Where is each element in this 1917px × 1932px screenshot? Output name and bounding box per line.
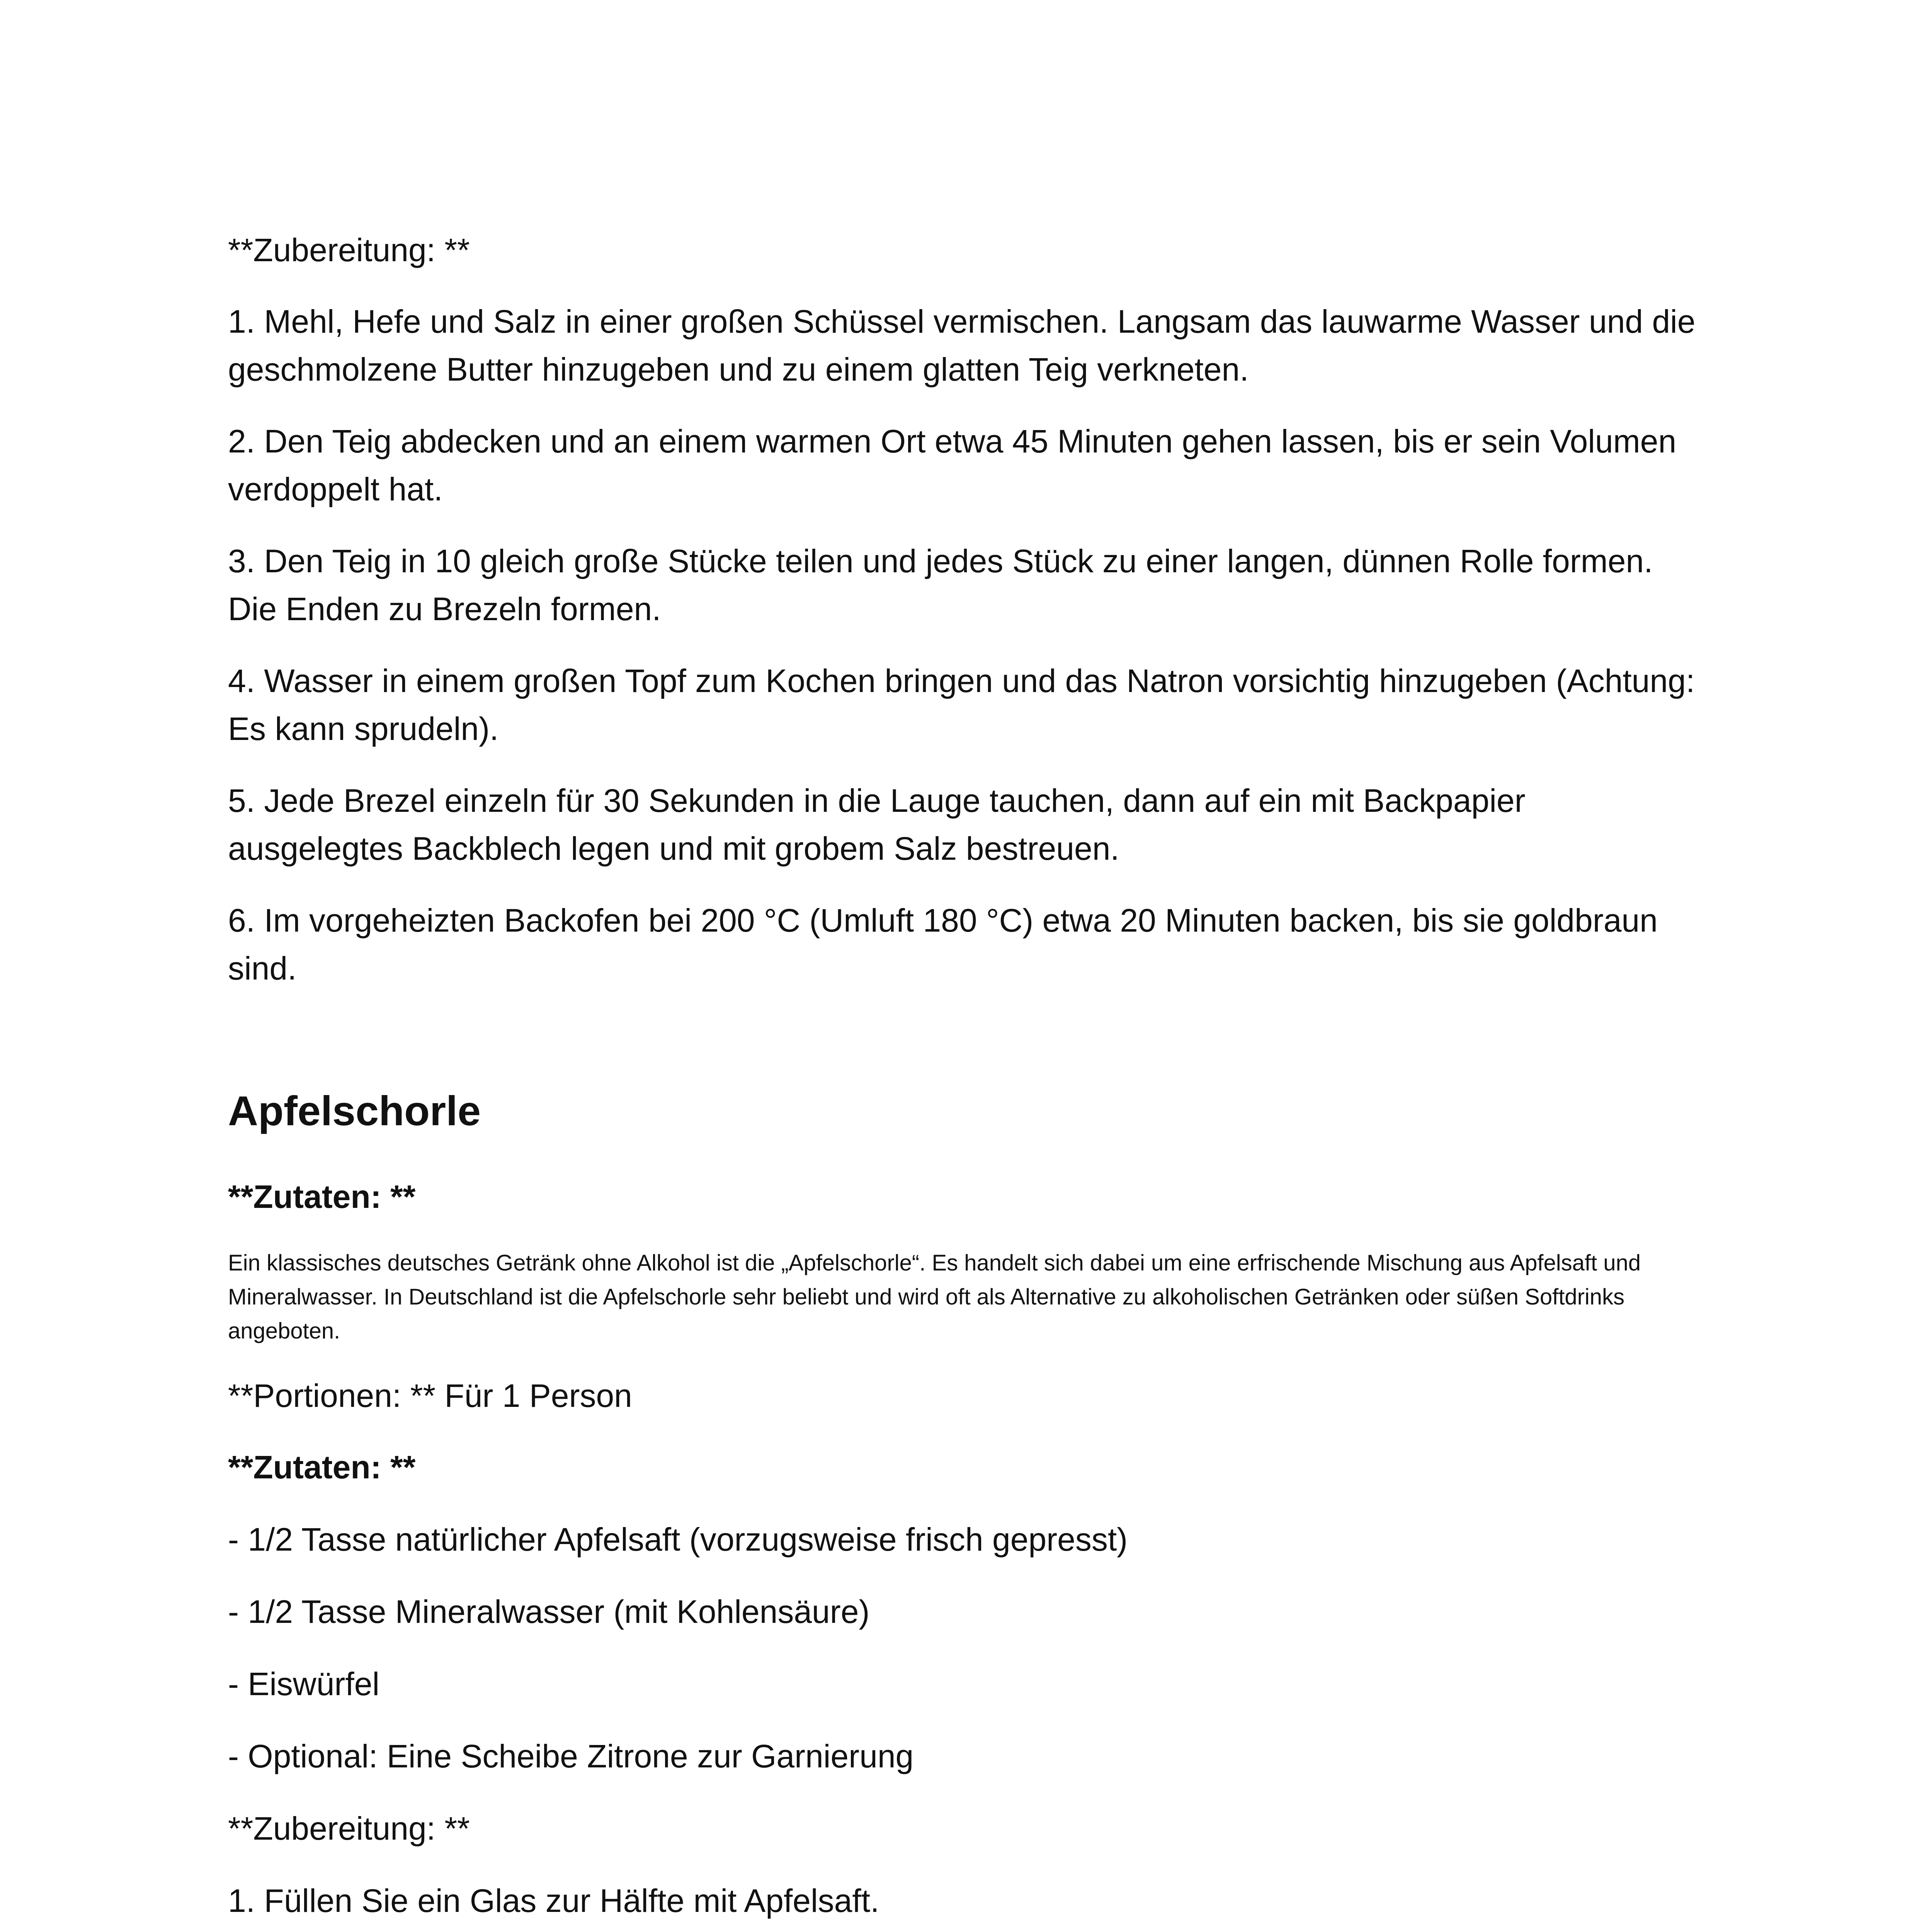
portionen-line: **Portionen: ** Für 1 Person <box>228 1378 632 1414</box>
prep-step-6: 6. Im vorgeheizten Backofen bei 200 °C (Umluft 180 °C) etwa 20 Minuten backen, bis sie goldbraun sind. <box>228 902 1658 986</box>
prep-step-2: 2. Den Teig abdecken und an einem warmen Ort etwa 45 Minuten gehen lassen, bis er sein Volumen verdoppelt hat. <box>228 423 1677 507</box>
ingredient-item: - Eiswürfel <box>228 1666 380 1702</box>
prep-step-3: 3. Den Teig in 10 gleich große Stücke teilen und jedes Stück zu einer langen, dünnen Rolle formen. Die Enden zu Brezeln formen. <box>228 543 1653 627</box>
zutaten-label: **Zutaten: ** <box>228 1179 416 1215</box>
ingredient-item: - Optional: Eine Scheibe Zitrone zur Garnierung <box>228 1738 914 1774</box>
section-title-apfelschorle: Apfelschorle <box>228 1087 481 1134</box>
prep-step-4: 4. Wasser in einem großen Topf zum Kochen bringen und das Natron vorsichtig hinzugeben (Achtung: Es kann sprudeln). <box>228 663 1695 747</box>
step-item: 1. Füllen Sie ein Glas zur Hälfte mit Apfelsaft. <box>228 1883 879 1919</box>
prep-step-1: 1. Mehl, Hefe und Salz in einer großen Schüssel vermischen. Langsam das lauwarme Wasser und die geschmolzene Butter hinzugeben und zu einem glatten Teig verkneten. <box>228 303 1696 388</box>
ingredient-item: - 1/2 Tasse Mineralwasser (mit Kohlensäure) <box>228 1594 870 1630</box>
zubereitung-label: **Zubereitung: ** <box>228 232 470 268</box>
ingredient-item: - 1/2 Tasse natürlicher Apfelsaft (vorzugsweise frisch gepresst) <box>228 1521 1128 1558</box>
prep-step-5: 5. Jede Brezel einzeln für 30 Sekunden in die Lauge tauchen, dann auf ein mit Backpapier ausgelegtes Backblech legen und mit grobem Salz bestreuen. <box>228 782 1526 867</box>
intro-paragraph: Ein klassisches deutsches Getränk ohne Alkohol ist die „Apfelschorle“. Es handelt sich dabei um eine erfrischende Mischung aus Apfelsaft und Mineralwasser. In Deutschland ist die Apfelschorle sehr beliebt und wird oft als Alternative zu alkoholischen Getränken oder süßen Softdrinks angeboten. <box>228 1250 1641 1344</box>
zutaten-label-2: **Zutaten: ** <box>228 1449 416 1485</box>
zubereitung-label-2: **Zubereitung: ** <box>228 1810 470 1847</box>
